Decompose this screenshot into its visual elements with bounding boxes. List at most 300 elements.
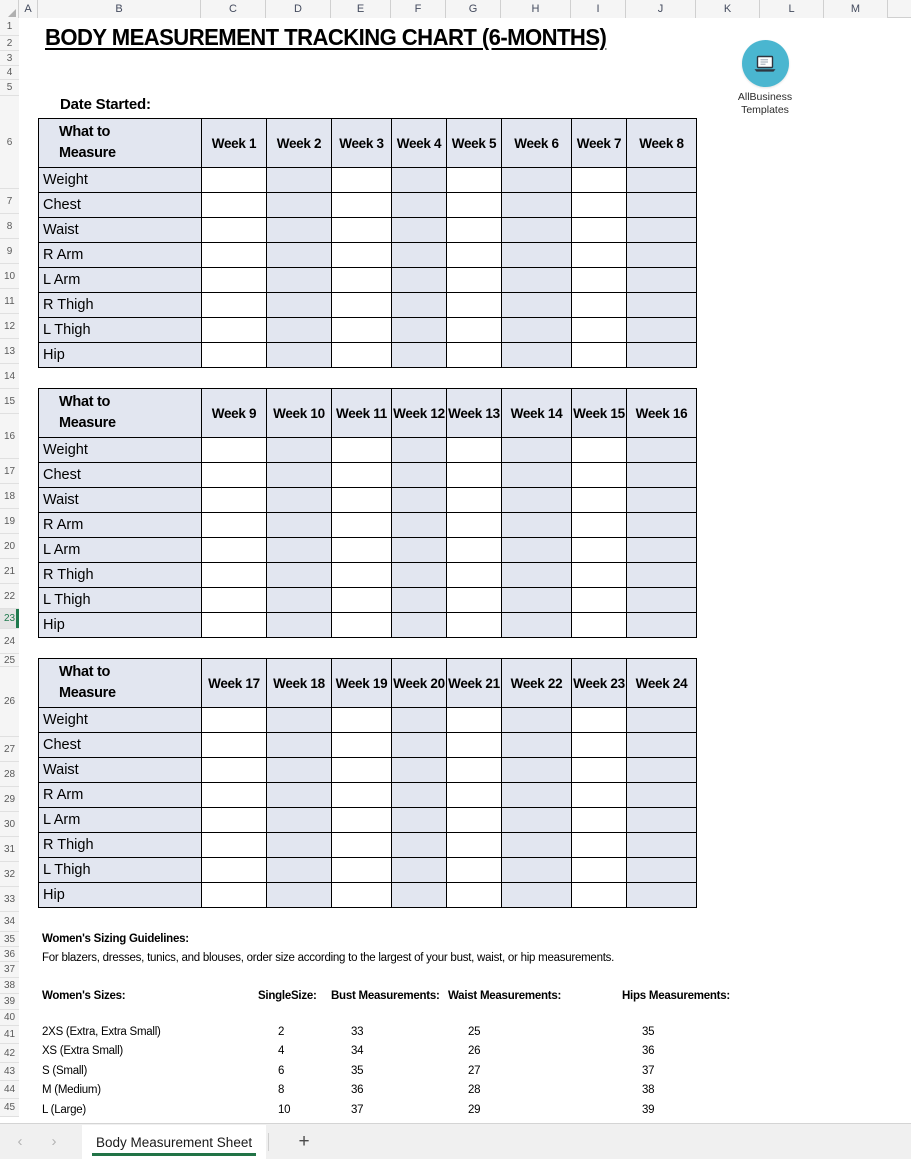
- measurement-cell[interactable]: [392, 808, 447, 833]
- measurement-cell[interactable]: [267, 733, 332, 758]
- column-header-b[interactable]: B: [38, 0, 201, 18]
- measurement-cell[interactable]: [392, 833, 447, 858]
- table-row: [39, 758, 697, 783]
- sheet-grid: [20, 18, 911, 1118]
- row-header-label: 34: [3, 916, 16, 927]
- column-header-l[interactable]: L: [760, 0, 824, 18]
- measurement-cell[interactable]: [502, 318, 572, 343]
- row-header-18[interactable]: [0, 484, 19, 509]
- measurement-cell[interactable]: [447, 613, 502, 638]
- measurement-cell[interactable]: [332, 708, 392, 733]
- measurement-cell[interactable]: [267, 463, 332, 488]
- row-header-29[interactable]: [0, 787, 19, 812]
- row-header-10[interactable]: [0, 264, 19, 289]
- row-header-label: 7: [6, 195, 13, 207]
- measurement-cell[interactable]: [502, 613, 572, 638]
- sizing-cell-size: L (Large): [42, 1103, 86, 1116]
- measurement-cell[interactable]: [392, 858, 447, 883]
- measurement-cell[interactable]: [572, 343, 627, 368]
- row-header-45[interactable]: [0, 1099, 19, 1117]
- measurement-cell[interactable]: [447, 318, 502, 343]
- row-header-9[interactable]: [0, 239, 19, 264]
- sizing-cell-hips: 38: [642, 1084, 655, 1097]
- measurement-cell[interactable]: [202, 488, 267, 513]
- measurement-cell[interactable]: [502, 513, 572, 538]
- row-header-8[interactable]: [0, 214, 19, 239]
- measurement-cell[interactable]: [267, 513, 332, 538]
- measurement-cell[interactable]: [202, 833, 267, 858]
- measurement-cell[interactable]: [202, 783, 267, 808]
- row-header-2[interactable]: [0, 36, 19, 51]
- measurement-cell[interactable]: [447, 783, 502, 808]
- sheet-tab-body-measurement-sheet[interactable]: Body Measurement Sheet: [82, 1125, 266, 1159]
- measurement-cell[interactable]: [502, 708, 572, 733]
- row-header-30[interactable]: [0, 812, 19, 837]
- measurement-cell[interactable]: [202, 563, 267, 588]
- measurement-cell[interactable]: [392, 513, 447, 538]
- row-header-label: 37: [3, 964, 16, 975]
- measurement-cell[interactable]: [572, 858, 627, 883]
- measurement-cell[interactable]: [392, 318, 447, 343]
- sizing-cell-waist: 28: [468, 1084, 481, 1097]
- row-header-23[interactable]: [0, 609, 19, 629]
- row-header-11[interactable]: [0, 289, 19, 314]
- select-all-corner[interactable]: [0, 0, 19, 18]
- measurement-cell[interactable]: [332, 488, 392, 513]
- sizing-cell-single: 2: [278, 1026, 285, 1038]
- row-header-42[interactable]: [0, 1044, 19, 1063]
- row-header-41[interactable]: [0, 1026, 19, 1044]
- measurement-cell[interactable]: [332, 733, 392, 758]
- column-header-j[interactable]: J: [626, 0, 696, 18]
- row-header-37[interactable]: [0, 962, 19, 978]
- measurement-cell[interactable]: [447, 488, 502, 513]
- row-header-35[interactable]: [0, 932, 19, 947]
- measurement-cell[interactable]: [202, 758, 267, 783]
- measurement-cell[interactable]: [572, 318, 627, 343]
- measurement-cell[interactable]: [447, 538, 502, 563]
- row-header-25[interactable]: [0, 654, 19, 667]
- measurement-cell[interactable]: [332, 318, 392, 343]
- measurement-cell[interactable]: [332, 293, 392, 318]
- row-header-39[interactable]: [0, 994, 19, 1010]
- measurement-cell[interactable]: [447, 168, 502, 193]
- measurement-cell[interactable]: [572, 438, 627, 463]
- measurement-cell[interactable]: [332, 243, 392, 268]
- measurement-cell[interactable]: [202, 538, 267, 563]
- header-week-7: Week 7: [572, 119, 627, 168]
- measurement-cell[interactable]: [392, 438, 447, 463]
- measurement-cell[interactable]: [392, 463, 447, 488]
- sizing-cell-waist: 26: [468, 1045, 481, 1058]
- header-week-19: Week 19: [332, 659, 392, 708]
- row-header-36[interactable]: [0, 947, 19, 962]
- row-header-28[interactable]: [0, 762, 19, 787]
- measurement-cell[interactable]: [332, 563, 392, 588]
- measurement-cell[interactable]: [502, 538, 572, 563]
- measure-label-waist: Waist: [39, 218, 202, 243]
- row-header-label: 17: [3, 465, 16, 477]
- measurement-cell[interactable]: [447, 193, 502, 218]
- row-header-15[interactable]: [0, 389, 19, 414]
- measurement-cell[interactable]: [447, 833, 502, 858]
- measurement-cell[interactable]: [392, 613, 447, 638]
- measurement-cell[interactable]: [202, 168, 267, 193]
- measurement-cell[interactable]: [392, 488, 447, 513]
- measurement-cell[interactable]: [447, 343, 502, 368]
- measurement-cell[interactable]: [447, 438, 502, 463]
- measurement-cell[interactable]: [332, 613, 392, 638]
- measurement-cell[interactable]: [627, 708, 697, 733]
- measurement-cell[interactable]: [627, 883, 697, 908]
- measurement-cell[interactable]: [392, 193, 447, 218]
- row-header-label: 8: [6, 220, 13, 232]
- measurement-cell[interactable]: [202, 588, 267, 613]
- column-header-e[interactable]: E: [331, 0, 391, 18]
- measurement-cell[interactable]: [627, 293, 697, 318]
- row-header-43[interactable]: [0, 1063, 19, 1081]
- measurement-cell[interactable]: [447, 563, 502, 588]
- measurement-cell[interactable]: [332, 343, 392, 368]
- measurement-cell[interactable]: [627, 833, 697, 858]
- measurement-cell[interactable]: [502, 758, 572, 783]
- measurement-cell[interactable]: [267, 883, 332, 908]
- measurement-cell[interactable]: [572, 538, 627, 563]
- column-header-c[interactable]: C: [201, 0, 266, 18]
- row-header-26[interactable]: [0, 667, 19, 737]
- row-header-21[interactable]: [0, 559, 19, 584]
- measurement-cell[interactable]: [447, 758, 502, 783]
- row-header-label: 33: [3, 893, 16, 905]
- measurement-cell[interactable]: [267, 833, 332, 858]
- measurement-cell[interactable]: [572, 193, 627, 218]
- measurement-cell[interactable]: [572, 463, 627, 488]
- row-header-5[interactable]: [0, 80, 19, 96]
- column-header-g[interactable]: G: [446, 0, 501, 18]
- measurement-cell[interactable]: [392, 218, 447, 243]
- measurement-cell[interactable]: [572, 488, 627, 513]
- measurement-cell[interactable]: [502, 268, 572, 293]
- measure-label-l-arm: L Arm: [39, 808, 202, 833]
- measurement-cell[interactable]: [267, 588, 332, 613]
- measurement-cell[interactable]: [447, 858, 502, 883]
- measurement-cell[interactable]: [502, 168, 572, 193]
- sizing-cell-hips: 36: [642, 1045, 655, 1058]
- measurement-cell[interactable]: [267, 438, 332, 463]
- measurement-cell[interactable]: [202, 613, 267, 638]
- row-header-33[interactable]: [0, 887, 19, 912]
- measurement-table-3: [38, 658, 697, 908]
- measurement-cell[interactable]: [627, 758, 697, 783]
- measurement-cell[interactable]: [627, 193, 697, 218]
- row-header-1[interactable]: [0, 18, 19, 36]
- measurement-cell[interactable]: [332, 588, 392, 613]
- measurement-cell[interactable]: [332, 833, 392, 858]
- measure-label-l-thigh: L Thigh: [39, 318, 202, 343]
- measurement-cell[interactable]: [392, 168, 447, 193]
- row-header-34[interactable]: [0, 912, 19, 932]
- measurement-cell[interactable]: [202, 243, 267, 268]
- column-header-d[interactable]: D: [266, 0, 331, 18]
- measurement-cell[interactable]: [572, 783, 627, 808]
- measurement-cell[interactable]: [202, 858, 267, 883]
- measurement-cell[interactable]: [502, 438, 572, 463]
- measurement-cell[interactable]: [267, 343, 332, 368]
- measure-label-waist: Waist: [39, 488, 202, 513]
- table-row: [39, 243, 697, 268]
- prev-sheet-button[interactable]: ‹: [17, 1133, 23, 1150]
- measurement-cell[interactable]: [332, 463, 392, 488]
- measurement-cell[interactable]: [447, 708, 502, 733]
- measurement-cell[interactable]: [502, 343, 572, 368]
- measurement-cell[interactable]: [202, 318, 267, 343]
- measurement-cell[interactable]: [627, 488, 697, 513]
- measurement-cell[interactable]: [627, 858, 697, 883]
- row-header-label: 1: [6, 21, 13, 32]
- row-header-12[interactable]: [0, 314, 19, 339]
- table-row: [39, 833, 697, 858]
- measurement-cell[interactable]: [332, 193, 392, 218]
- column-header-a[interactable]: A: [19, 0, 38, 18]
- row-header-14[interactable]: [0, 364, 19, 389]
- measurement-cell[interactable]: [627, 463, 697, 488]
- measurement-cell[interactable]: [267, 488, 332, 513]
- measurement-cell[interactable]: [392, 783, 447, 808]
- measurement-cell[interactable]: [267, 758, 332, 783]
- measurement-cell[interactable]: [332, 883, 392, 908]
- row-header-44[interactable]: [0, 1081, 19, 1099]
- measurement-cell[interactable]: [267, 858, 332, 883]
- measurement-cell[interactable]: [392, 563, 447, 588]
- logo-caption-line2: Templates: [741, 103, 789, 116]
- measurement-cell[interactable]: [202, 513, 267, 538]
- header-week-8: Week 8: [627, 119, 697, 168]
- measurement-cell[interactable]: [627, 613, 697, 638]
- measurement-cell[interactable]: [202, 268, 267, 293]
- measurement-cell[interactable]: [447, 218, 502, 243]
- measurement-cell[interactable]: [447, 463, 502, 488]
- measurement-cell[interactable]: [392, 538, 447, 563]
- measurement-cell[interactable]: [502, 193, 572, 218]
- row-header-17[interactable]: [0, 459, 19, 484]
- measurement-cell[interactable]: [502, 218, 572, 243]
- measurement-cell[interactable]: [332, 513, 392, 538]
- sizing-cell-waist: 25: [468, 1026, 481, 1038]
- measurement-cell[interactable]: [267, 243, 332, 268]
- measurement-cell[interactable]: [447, 588, 502, 613]
- sizing-cell-bust: 33: [351, 1026, 364, 1038]
- measurement-cell[interactable]: [267, 783, 332, 808]
- measurement-cell[interactable]: [202, 218, 267, 243]
- measurement-cell[interactable]: [267, 538, 332, 563]
- measurement-cell[interactable]: [627, 243, 697, 268]
- measurement-cell[interactable]: [627, 538, 697, 563]
- measurement-cell[interactable]: [572, 168, 627, 193]
- measurement-cell[interactable]: [392, 588, 447, 613]
- measurement-cell[interactable]: [267, 168, 332, 193]
- row-header-20[interactable]: [0, 534, 19, 559]
- column-header-k[interactable]: K: [696, 0, 760, 18]
- measurement-cell[interactable]: [572, 883, 627, 908]
- row-header-19[interactable]: [0, 509, 19, 534]
- measurement-cell[interactable]: [447, 733, 502, 758]
- measurement-cell[interactable]: [202, 733, 267, 758]
- measurement-cell[interactable]: [572, 513, 627, 538]
- measurement-cell[interactable]: [572, 808, 627, 833]
- measurement-cell[interactable]: [332, 438, 392, 463]
- measurement-cell[interactable]: [202, 708, 267, 733]
- measurement-cell[interactable]: [447, 268, 502, 293]
- measurement-cell[interactable]: [202, 438, 267, 463]
- measurement-cell[interactable]: [502, 733, 572, 758]
- measurement-cell[interactable]: [392, 733, 447, 758]
- measurement-cell[interactable]: [332, 783, 392, 808]
- row-header-27[interactable]: [0, 737, 19, 762]
- measurement-cell[interactable]: [267, 808, 332, 833]
- row-header-16[interactable]: [0, 414, 19, 459]
- table-row: [39, 883, 697, 908]
- measurement-cell[interactable]: [202, 463, 267, 488]
- measurement-cell[interactable]: [502, 883, 572, 908]
- measurement-cell[interactable]: [267, 613, 332, 638]
- measurement-cell[interactable]: [202, 808, 267, 833]
- column-header-f[interactable]: F: [391, 0, 446, 18]
- measurement-cell[interactable]: [572, 833, 627, 858]
- table-row: [39, 563, 697, 588]
- measurement-cell[interactable]: [267, 218, 332, 243]
- measurement-cell[interactable]: [332, 808, 392, 833]
- measurement-cell[interactable]: [392, 293, 447, 318]
- row-header-31[interactable]: [0, 837, 19, 862]
- measurement-cell[interactable]: [572, 293, 627, 318]
- measurement-cell[interactable]: [332, 758, 392, 783]
- row-header-40[interactable]: [0, 1010, 19, 1026]
- sizing-col-header-hips: Hips Measurements:: [622, 990, 730, 1002]
- measurement-cell[interactable]: [627, 808, 697, 833]
- measurement-cell[interactable]: [267, 563, 332, 588]
- sizing-cell-single: 4: [278, 1045, 285, 1058]
- column-header-m[interactable]: M: [824, 0, 888, 18]
- measurement-cell[interactable]: [267, 318, 332, 343]
- measurement-cell[interactable]: [267, 268, 332, 293]
- measurement-cell[interactable]: [392, 758, 447, 783]
- measurement-cell[interactable]: [202, 193, 267, 218]
- next-sheet-button[interactable]: ›: [51, 1133, 57, 1150]
- measurement-cell[interactable]: [392, 268, 447, 293]
- measurement-cell[interactable]: [627, 783, 697, 808]
- row-header-label: 24: [3, 635, 16, 647]
- measurement-cell[interactable]: [332, 538, 392, 563]
- measurement-cell[interactable]: [572, 758, 627, 783]
- measurement-cell[interactable]: [572, 563, 627, 588]
- header-week-15: Week 15: [572, 389, 627, 438]
- measurement-cell[interactable]: [267, 193, 332, 218]
- measurement-cell[interactable]: [332, 218, 392, 243]
- measurement-cell[interactable]: [627, 733, 697, 758]
- measurement-cell[interactable]: [447, 293, 502, 318]
- measurement-cell[interactable]: [572, 243, 627, 268]
- measurement-cell[interactable]: [572, 613, 627, 638]
- measurement-cell[interactable]: [332, 168, 392, 193]
- measurement-cell[interactable]: [502, 588, 572, 613]
- measurement-cell[interactable]: [572, 268, 627, 293]
- measurement-cell[interactable]: [502, 808, 572, 833]
- measurement-cell[interactable]: [267, 708, 332, 733]
- measurement-cell[interactable]: [502, 833, 572, 858]
- measurement-cell[interactable]: [392, 343, 447, 368]
- row-header-13[interactable]: [0, 339, 19, 364]
- measurement-cell[interactable]: [447, 243, 502, 268]
- measurement-cell[interactable]: [202, 293, 267, 318]
- measurement-cell[interactable]: [572, 708, 627, 733]
- measurement-cell[interactable]: [447, 808, 502, 833]
- measurement-cell[interactable]: [502, 563, 572, 588]
- sizing-cell-bust: 35: [351, 1064, 364, 1077]
- row-header-32[interactable]: [0, 862, 19, 887]
- measurement-cell[interactable]: [627, 318, 697, 343]
- measure-label-l-thigh: L Thigh: [39, 858, 202, 883]
- measurement-cell[interactable]: [502, 463, 572, 488]
- measurement-cell[interactable]: [502, 858, 572, 883]
- measurement-cell[interactable]: [627, 438, 697, 463]
- measurement-cell[interactable]: [627, 563, 697, 588]
- measurement-cell[interactable]: [627, 268, 697, 293]
- row-header-7[interactable]: [0, 189, 19, 214]
- measurement-cell[interactable]: [447, 513, 502, 538]
- measurement-cell[interactable]: [502, 783, 572, 808]
- header-week-11: Week 11: [332, 389, 392, 438]
- measurement-cell[interactable]: [392, 708, 447, 733]
- row-header-24[interactable]: [0, 629, 19, 654]
- measurement-cell[interactable]: [627, 168, 697, 193]
- row-header-6[interactable]: [0, 96, 19, 189]
- row-header-3[interactable]: [0, 51, 19, 66]
- column-header-i[interactable]: I: [571, 0, 626, 18]
- measurement-cell[interactable]: [572, 588, 627, 613]
- row-header-label: 12: [3, 320, 16, 332]
- measurement-cell[interactable]: [202, 883, 267, 908]
- sizing-guidelines-text: For blazers, dresses, tunics, and blouses, order size according to the largest of your bust, waist, or hip measurements.: [42, 952, 615, 964]
- header-line2: Measure: [59, 415, 116, 431]
- row-header-38[interactable]: [0, 978, 19, 994]
- row-header-22[interactable]: [0, 584, 19, 609]
- measurement-cell[interactable]: [447, 883, 502, 908]
- column-header-h[interactable]: H: [501, 0, 571, 18]
- sizing-col-header-bust: Bust Measurements:: [331, 990, 440, 1002]
- measurement-cell[interactable]: [627, 588, 697, 613]
- measurement-cell[interactable]: [502, 293, 572, 318]
- row-header-label: 25: [3, 654, 16, 666]
- measurement-cell[interactable]: [392, 883, 447, 908]
- measurement-cell[interactable]: [502, 488, 572, 513]
- header-what-to-measure: [39, 389, 202, 438]
- sizing-guidelines-title: Women's Sizing Guidelines:: [42, 933, 189, 945]
- measurement-cell[interactable]: [572, 733, 627, 758]
- measurement-cell[interactable]: [267, 293, 332, 318]
- measurement-cell[interactable]: [572, 218, 627, 243]
- measurement-cell[interactable]: [627, 218, 697, 243]
- measurement-cell[interactable]: [392, 243, 447, 268]
- measurement-cell[interactable]: [627, 343, 697, 368]
- row-header-4[interactable]: [0, 66, 19, 80]
- add-sheet-button[interactable]: +: [298, 1130, 310, 1152]
- measurement-cell[interactable]: [627, 513, 697, 538]
- measurement-cell[interactable]: [202, 343, 267, 368]
- measurement-cell[interactable]: [332, 268, 392, 293]
- measurement-cell[interactable]: [332, 858, 392, 883]
- table-row: [39, 168, 697, 193]
- measurement-cell[interactable]: [502, 243, 572, 268]
